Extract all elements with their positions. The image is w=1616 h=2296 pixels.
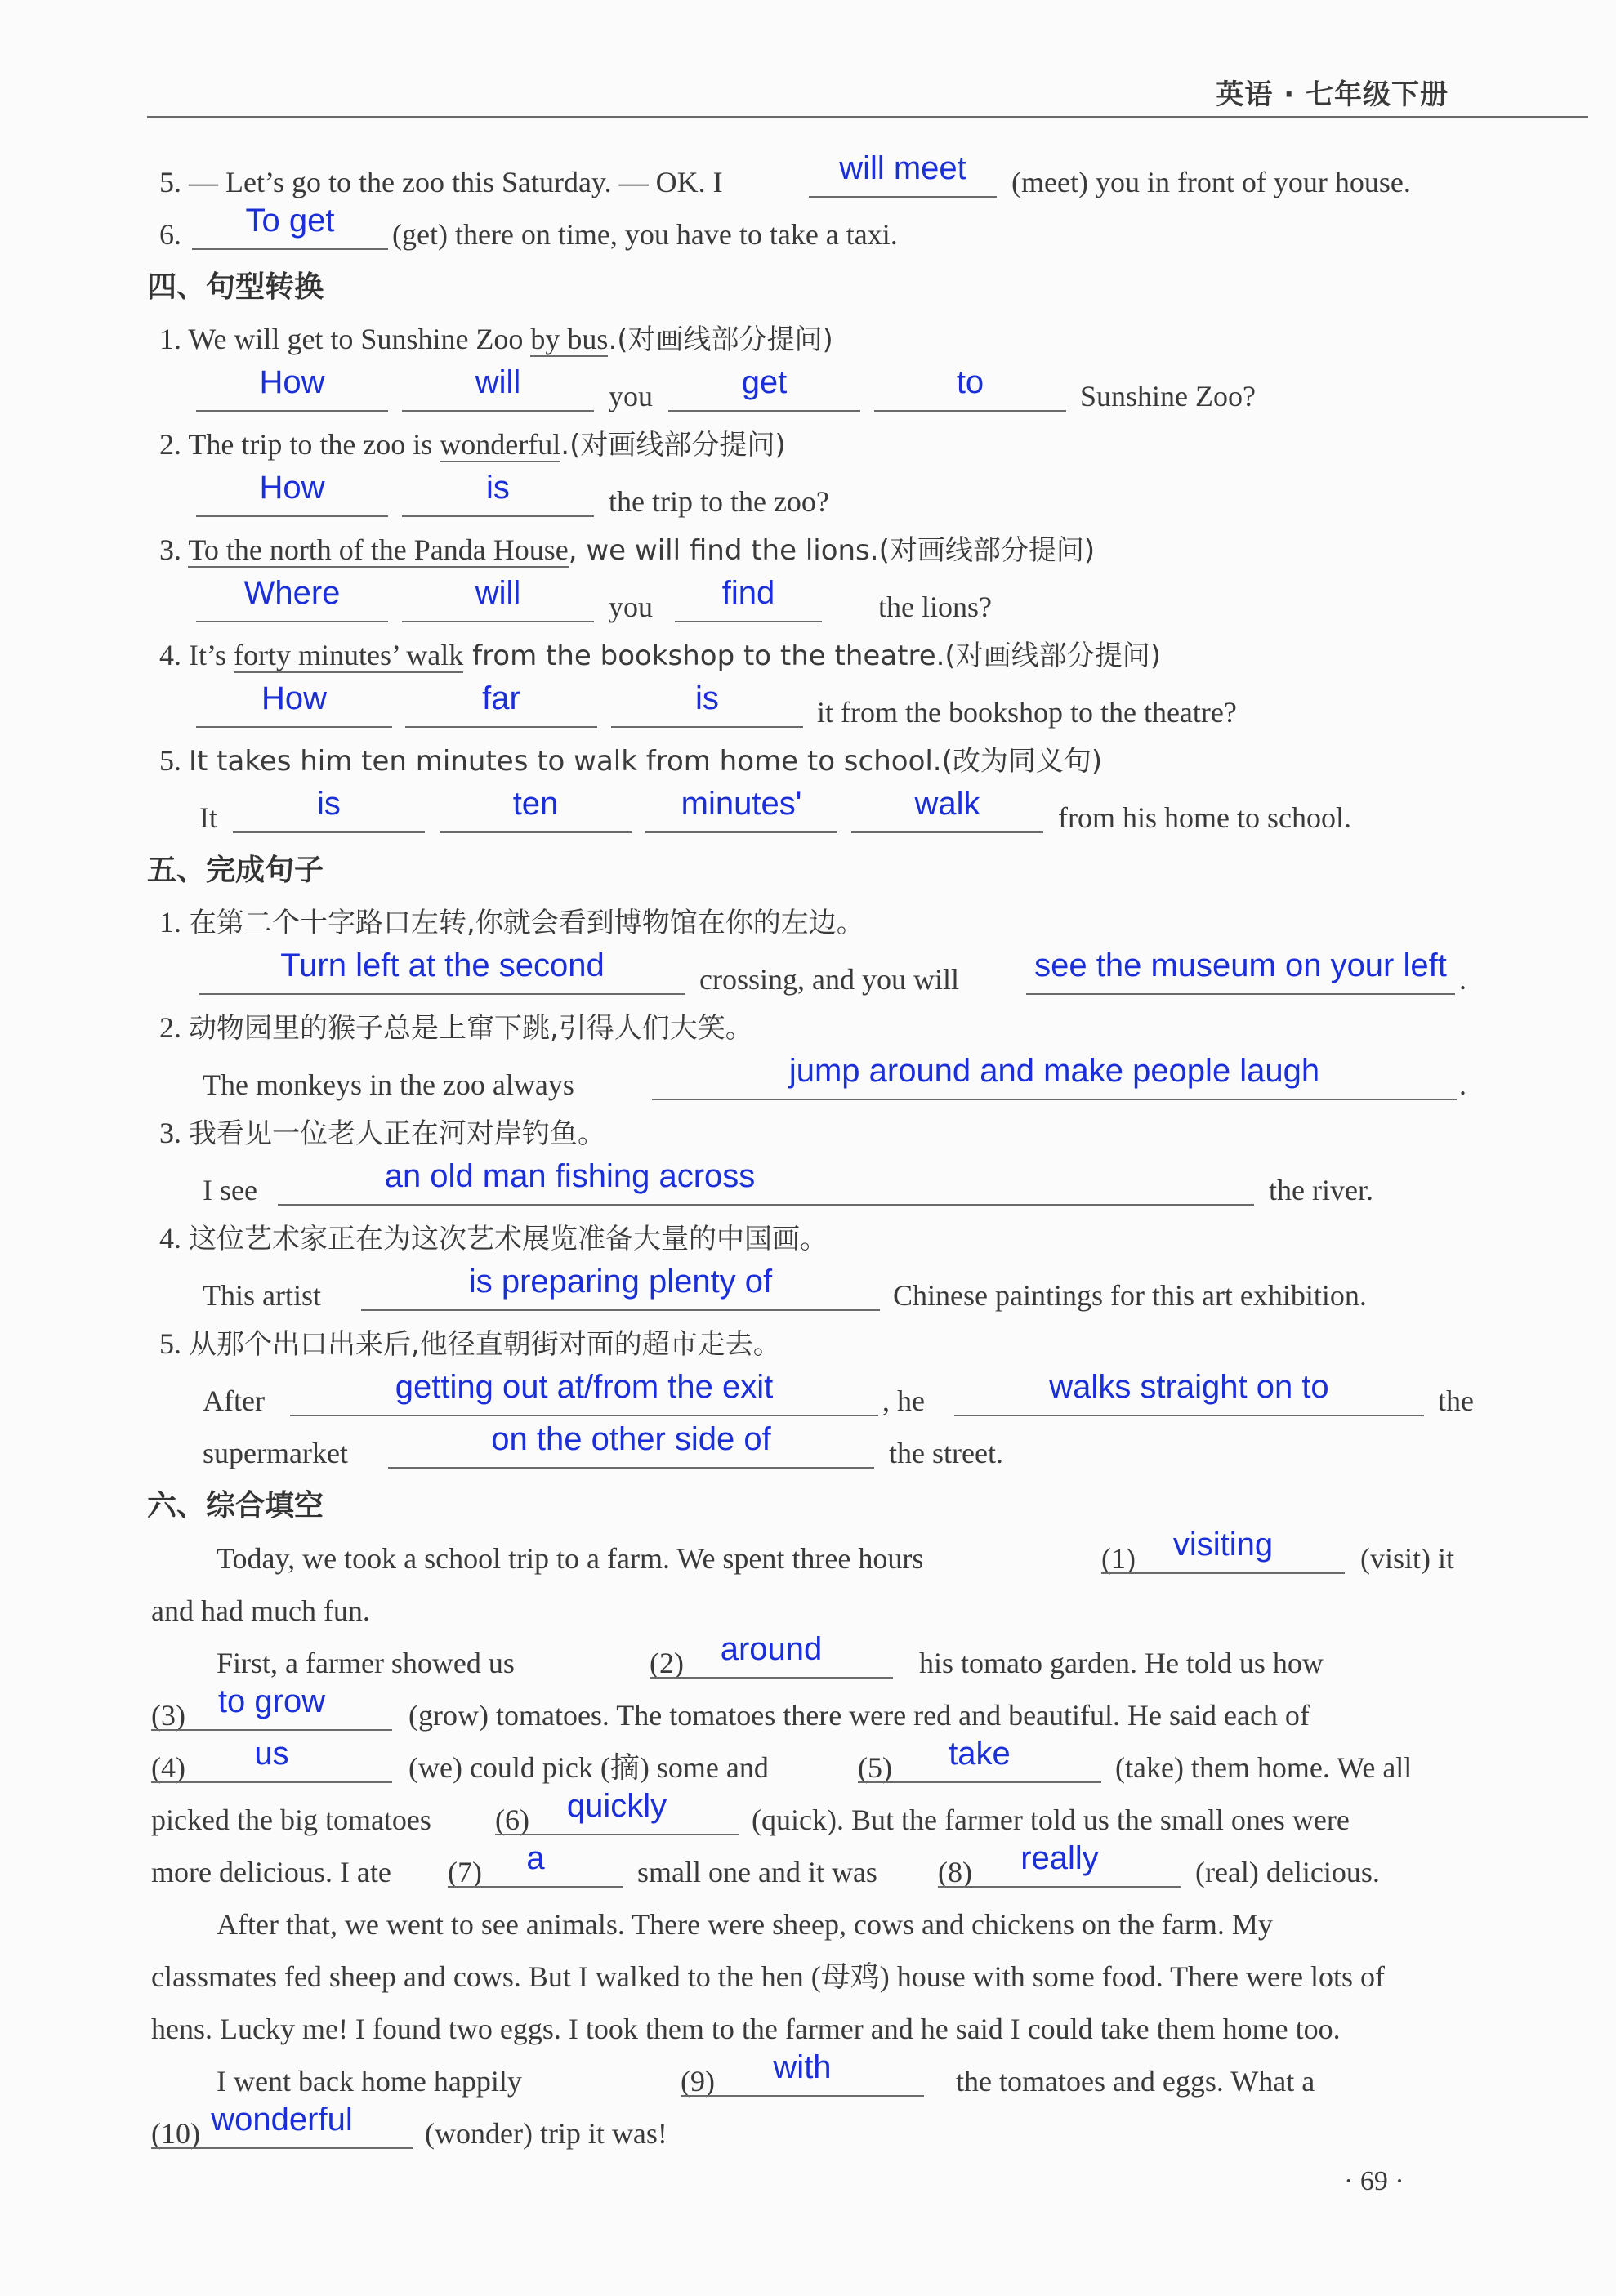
header-title: 英语 · 七年级下册 <box>1216 78 1449 111</box>
answer-blank: ten <box>440 792 632 833</box>
section-title-6: 六、综合填空 <box>147 1489 324 1522</box>
answer-blank: get <box>668 371 860 412</box>
answer-blank: find <box>675 582 822 622</box>
page-number: · 69 · <box>1344 2166 1404 2196</box>
answer-blank: us <box>151 1742 392 1783</box>
answer-blank: jump around and make people laugh <box>652 1059 1457 1100</box>
answer-blank: see the museum on your left <box>1026 954 1455 995</box>
answer-blank: wonderful <box>151 2108 413 2149</box>
answer-blank: a <box>448 1847 623 1888</box>
answer-blank: to <box>874 371 1066 412</box>
answer-blank: will <box>402 371 594 412</box>
answer-blank: How <box>196 687 392 728</box>
answer-blank: far <box>405 687 597 728</box>
header-rule <box>147 116 1588 118</box>
answer-blank: will meet <box>809 157 997 198</box>
answer-blank: around <box>650 1638 893 1679</box>
answer-blank: How <box>196 476 388 517</box>
answer-blank: will <box>402 582 594 622</box>
answer-blank: really <box>938 1847 1181 1888</box>
answer-blank: minutes' <box>645 792 837 833</box>
answer-blank: take <box>858 1742 1101 1783</box>
answer-blank: walks straight on to <box>954 1375 1424 1416</box>
worksheet-page: 英语 · 七年级下册 5. — Let’s go to the zoo this Saturday. — OK. I will meet (meet) you in front of your house. 6. To get (get) there on time, you have to take a taxi. 四、句型转换 1. We will get to Sunshine Zoo by bus.(对画线部分提问) How will you get to Sunshine Zoo? 2. The trip to the zoo is wonderful.(对画线部分提问) How is the trip to the zoo? 3. To the north of the Panda House, we will find the lions.(对画线部分提问) Where will you find the lions? 4. It’s forty minutes’ walk from the bookshop to the theatre.(对画线部分提问) How far is it from the bookshop to the theatre? 5. It takes him ten minutes to walk from home to school.(改为同义句) It is ten minutes' walk from his home to school. 五、完成句子 1. 在第二个十字路口左转,你就会看到博物馆在你的左边。 Turn left at the second crossing, and you will see the museum on your left . 2. 动物园里的猴子总是上窜下跳,引得人们大笑。 The monkeys in the zoo always jump around and make people laugh . 3. 我看见一位老人正在河对岸钓鱼。 I see an old man fishing across the river. 4. 这位艺术家正在为这次艺术展览准备大量的中国画。 This artist is preparing plenty of Chinese paintings for this art exhibition. 5. 从那个出口出来后,他径直朝街对面的超市走去。 After getting out at/from the exit , he walks straight on to the supermarket on the other side of the street. 六、综合填空 Today, we took a school trip to a farm. We spent three hours (1) visiting (visit) it and had much fun. First, a farmer showed us (2) around his tomato garden. He told us how (3) to grow (grow) tomatoes. The tomatoes there were red and beautiful. He said each of (4) us (we) could pick (摘) some and (5) take (take) them home. We all picked the big tomatoes (6) quickly (quick). But the farmer told us the small ones were more delicious. I ate (7) a small one and it was (8) really (real) delicious. After that, we went to see animals. There were sheep, cows and chickens on the farm. My classmates fed sheep and cows. But I walked to the hen (母鸡) house with some food. There were lots of hens. Lucky me! I found two eggs. I took them to the farmer and he said I could take them home too. I went back home happily (9) with the tomatoes and eggs. What a (10) wonderful (wonder) trip it was! · 69 · <box>0 0 1616 2296</box>
answer-blank: is <box>402 476 594 517</box>
answer-blank: is <box>233 792 425 833</box>
answer-blank: is <box>611 687 803 728</box>
section-title-5: 五、完成句子 <box>147 854 324 887</box>
answer-blank: visiting <box>1101 1533 1345 1574</box>
answer-blank: is preparing plenty of <box>361 1270 880 1311</box>
q5-line: 5. — Let’s go to the zoo this Saturday. — OK. I <box>159 166 723 198</box>
section-title-4: 四、句型转换 <box>147 270 324 304</box>
answer-blank: to grow <box>151 1690 392 1731</box>
answer-blank: on the other side of <box>388 1428 874 1469</box>
answer-blank: getting out at/from the exit <box>290 1375 878 1416</box>
answer-blank: an old man fishing across <box>278 1165 1254 1206</box>
answer-blank: How <box>196 371 388 412</box>
answer-blank: Where <box>196 582 388 622</box>
answer-blank: Turn left at the second <box>199 954 685 995</box>
answer-blank: To get <box>192 209 388 250</box>
answer-blank: quickly <box>495 1794 739 1835</box>
answer-blank: walk <box>851 792 1043 833</box>
answer-blank: with <box>681 2056 924 2097</box>
